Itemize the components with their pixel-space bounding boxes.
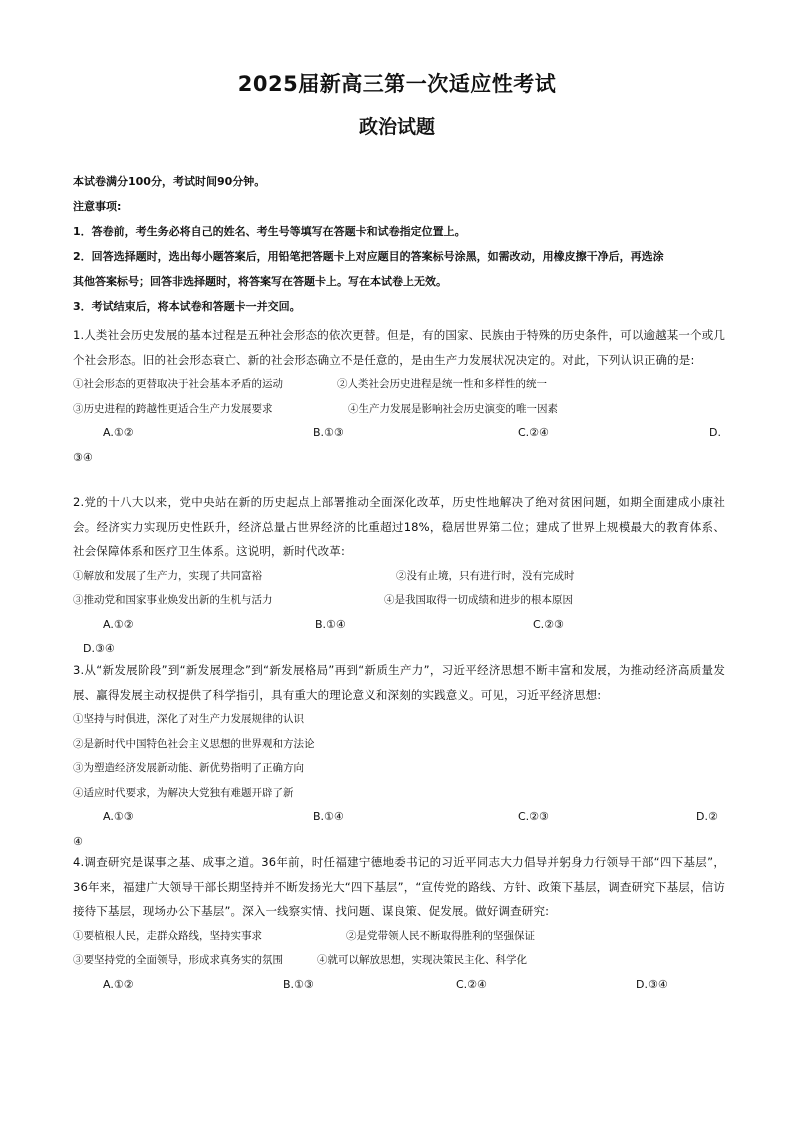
choice-c: C.②③ <box>518 810 549 823</box>
statement-3: ③推动党和国家事业焕发出新的生机与活力 <box>73 594 273 606</box>
statement-4: ④生产力发展是影响社会历史演变的唯一因素 <box>348 402 558 415</box>
question-stem: 3.从“新发展阶段”到“新发展理念”到“新发展格局”再到“新质生产力”，习近平经济思想不断丰富和发展，为推动经济高质量发展、赢得发展主动权提供了科学指引，具有重大的理论意义和深刻的实践意义。可见，习近平经济思想: <box>73 663 725 702</box>
choice-b: B.①④ <box>313 810 344 823</box>
choice-d: D.③④ <box>636 977 668 991</box>
choices <box>73 805 725 830</box>
choice-d: D. <box>709 426 721 439</box>
statement-3: ③要坚持党的全面领导，形成求真务实的氛围 <box>73 954 283 966</box>
choice-a: A.①② <box>103 617 134 631</box>
choice-b: B.①④ <box>315 617 346 631</box>
choice-c: C.②④ <box>518 426 549 439</box>
question-1 <box>73 323 725 470</box>
exam-title: 2025届新高三第一次适应性考试 <box>237 72 557 96</box>
question-4 <box>73 850 725 997</box>
statement-4: ④适应时代要求，为解决大党独有难题开辟了新 <box>73 786 294 799</box>
choice-a: A.①② <box>103 977 134 991</box>
statement-2: ②人类社会历史进程是统一性和多样性的统一 <box>337 378 547 390</box>
choices <box>73 421 725 446</box>
score-line: 本试卷满分100分，考试时间90分钟。 <box>73 175 266 188</box>
notes-heading: 注意事项: <box>73 200 122 213</box>
statement-3: ③历史进程的跨越性更适合生产力发展要求 <box>73 402 273 415</box>
question-stem: 2.党的十八大以来，党中央站在新的历史起点上部署推动全面深化改革，历史性地解决了绝对贫困问题，如期全面建成小康社会。经济实力实现历史性跃升，经济总量占世界经济的比重超过18%，稳居世界第二位；建成了世界上规模最大的教育体系、社会保障体系和医疗卫生体系。这说明，新时代改革: <box>73 495 725 558</box>
choice-d: D.② <box>696 810 718 823</box>
choice-d-continued: ③④ <box>73 450 93 464</box>
choices <box>73 973 725 998</box>
question-stem: 1.人类社会历史发展的基本过程是五种社会形态的依次更替。但是，有的国家、民族由于特殊的历史条件，可以逾越某一个或几个社会形态。旧的社会形态衰亡、新的社会形态确立不是任意的，是由生产力发展状况决定的。对此，下列认识正确的是: <box>73 328 726 367</box>
choice-d: D.③④ <box>83 642 115 655</box>
statement-2: ②是新时代中国特色社会主义思想的世界观和方法论 <box>73 737 315 750</box>
choice-a: A.①③ <box>103 810 134 823</box>
statement-3: ③为塑造经济发展新动能、新优势指明了正确方向 <box>73 762 304 774</box>
choice-b: B.①③ <box>283 977 314 991</box>
choice-d-continued: ④ <box>73 834 83 848</box>
statement-4: ④是我国取得一切成绩和进步的根本原因 <box>384 594 573 606</box>
note-item-1: 1．答卷前，考生务必将自己的姓名、考生号等填写在答题卡和试卷指定位置上。 <box>73 225 466 238</box>
statement-2: ②是党带领人民不断取得胜利的坚强保证 <box>346 929 535 942</box>
choice-c: C.②③ <box>533 617 564 631</box>
statement-1: ①社会形态的更替取决于社会基本矛盾的运动 <box>73 378 283 390</box>
choice-a: A.①② <box>103 426 134 439</box>
statement-4: ④就可以解放思想，实现决策民主化、科学化 <box>317 954 527 966</box>
exam-subtitle: 政治试题 <box>358 116 435 138</box>
statement-2: ②没有止境，只有进行时，没有完成时 <box>396 569 575 582</box>
note-item-2b: 其他答案标号；回答非选择题时，将答案写在答题卡上。写在本试卷上无效。 <box>73 275 447 288</box>
note-item-3: 3．考试结束后，将本试卷和答题卡一并交回。 <box>73 300 301 313</box>
statement-1: ①要植根人民，走群众路线，坚持实事求 <box>73 929 262 942</box>
choices <box>73 613 725 638</box>
choice-b: B.①③ <box>313 426 344 439</box>
question-2 <box>73 490 725 662</box>
statement-1: ①坚持与时俱进，深化了对生产力发展规律的认识 <box>73 713 304 725</box>
question-3 <box>73 658 725 854</box>
question-stem: 4.调查研究是谋事之基、成事之道。36年前，时任福建宁德地委书记的习近平同志大力倡导并躬身力行领导干部“四下基层”，36年来，福建广大领导干部长期坚持并不断发扬光大“四下基层”，“宣传党的路线、方针、政策下基层，调查研究下基层，信访接待下基层，现场办公下基层”。深入一线察实情、找问题、谋良策、促发展。做好调查研究: <box>73 855 725 918</box>
choice-c: C.②④ <box>456 977 487 991</box>
instructions <box>73 173 723 323</box>
note-item-2a: 2．回答选择题时，选出每小题答案后，用铅笔把答题卡上对应题目的答案标号涂黑，如需改动，用橡皮擦干净后，再选涂 <box>73 250 664 263</box>
statement-1: ①解放和发展了生产力，实现了共同富裕 <box>73 569 262 582</box>
